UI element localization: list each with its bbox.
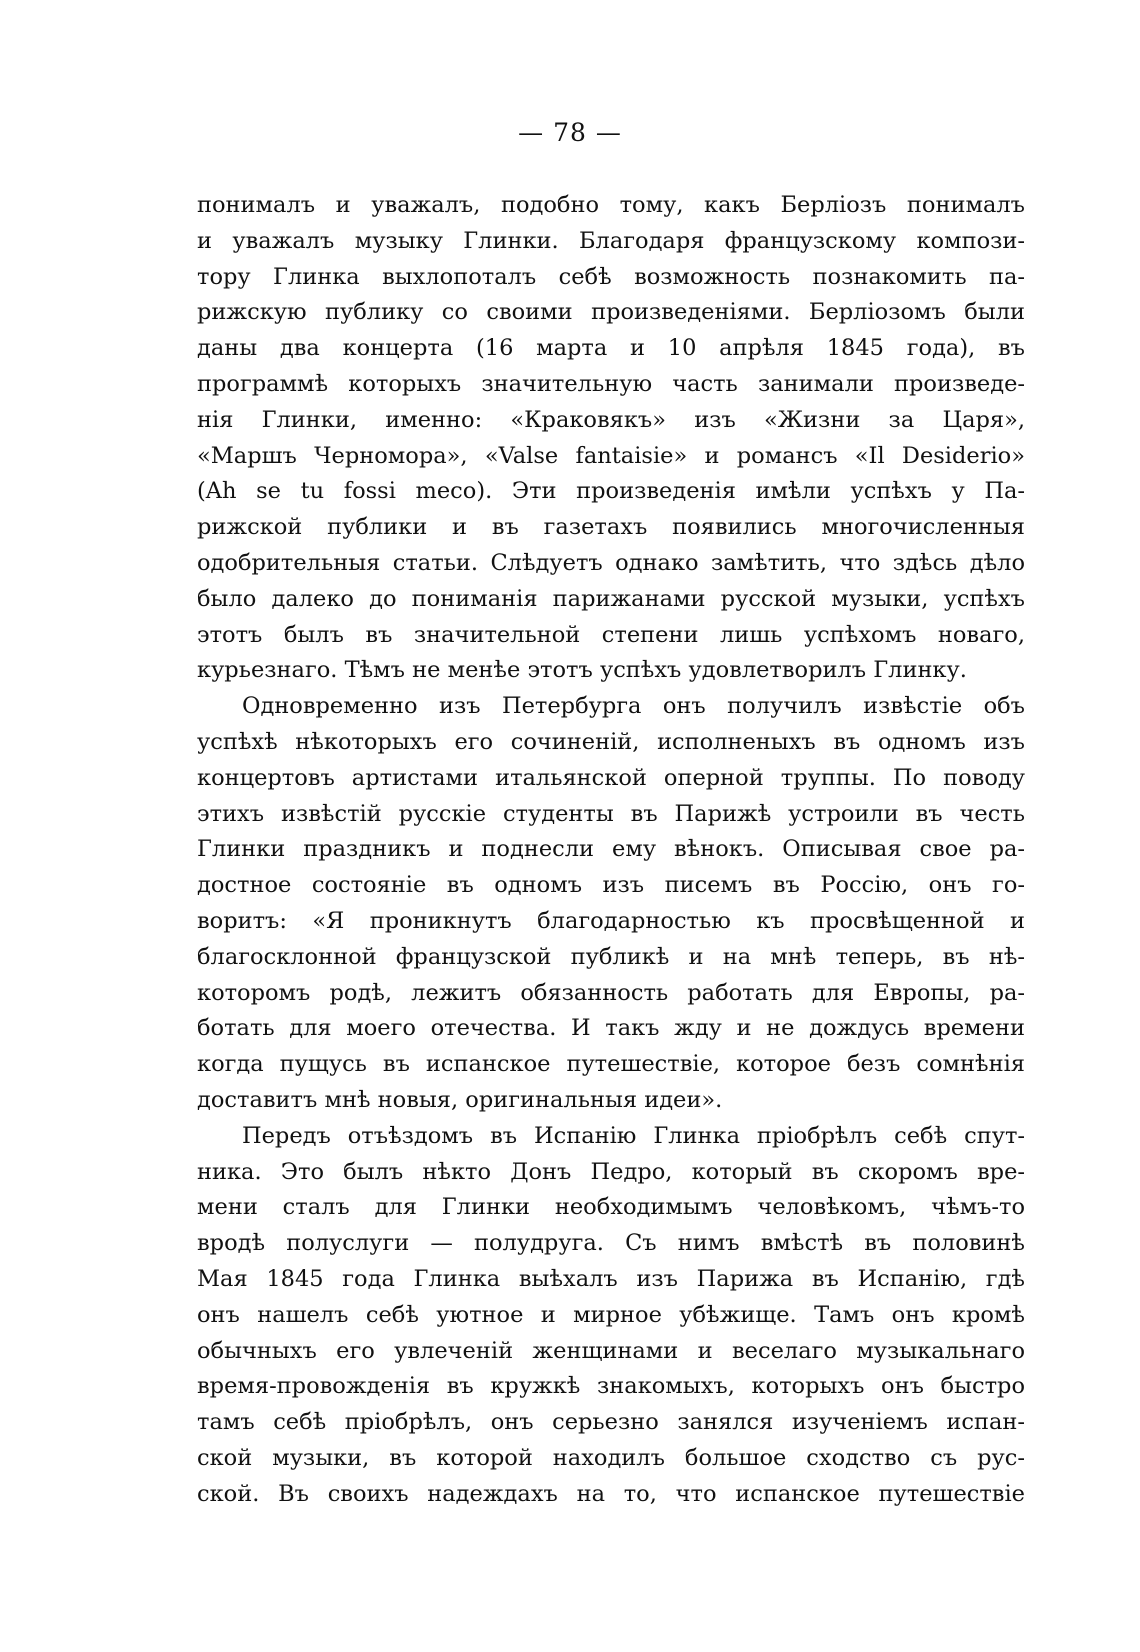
text-line: Передъ отъѣздомъ въ Испанію Глинка пріобрѣлъ себѣ спут- <box>242 1122 1025 1149</box>
page-number: — 78 — <box>518 118 622 147</box>
text-line: курьезнаго. Тѣмъ не менѣе этотъ успѣхъ удовлетворилъ Глинку. <box>197 657 967 684</box>
text-line: Глинки праздникъ и поднесли ему вѣнокъ. Описывая свое ра- <box>197 836 1025 863</box>
text-line: благосклонной французской публикѣ и на мнѣ теперь, въ нѣ- <box>197 943 1025 970</box>
text-line: этихъ извѣстій русскіе студенты въ Парижѣ устроили въ честь <box>197 800 1025 827</box>
text-line: и уважалъ музыку Глинки. Благодаря французскому компози- <box>197 227 1025 254</box>
text-line: мени сталъ для Глинки необходимымъ человѣкомъ, чѣмъ-то <box>197 1194 1025 1221</box>
text-line: доставитъ мнѣ новыя, оригинальныя идеи». <box>197 1086 723 1113</box>
text-line: программѣ которыхъ значительную часть занимали произведе- <box>197 370 1025 397</box>
text-line: тору Глинка выхлопоталъ себѣ возможность познакомить па- <box>197 263 1025 290</box>
text-line: было далеко до пониманія парижанами русской музыки, успѣхъ <box>197 585 1025 612</box>
text-line: рижской публики и въ газетахъ появились многочисленныя <box>197 514 1025 541</box>
text-line: достное состояніе въ одномъ изъ писемъ въ Россію, онъ го- <box>197 872 1025 899</box>
text-line: концертовъ артистами итальянской оперной труппы. По поводу <box>197 764 1025 791</box>
text-line: ботать для моего отечества. И такъ жду и не дождусь времени <box>197 1015 1025 1042</box>
text-line: Одновременно изъ Петербурга онъ получилъ извѣстіе объ <box>242 693 1025 720</box>
text-line: «Маршъ Черномора», «Valse fantaisie» и романсъ «Il Desiderio» <box>197 442 1025 469</box>
text-line: время-провожденія въ кружкѣ знакомыхъ, которыхъ онъ быстро <box>197 1373 1025 1400</box>
text-line: даны два концерта (16 марта и 10 апрѣля 1845 года), въ <box>197 335 1025 362</box>
text-line: когда пущусь въ испанское путешествіе, которое безъ сомнѣнія <box>197 1051 1025 1078</box>
text-line: нія Глинки, именно: «Краковякъ» изъ «Жизни за Царя», <box>197 406 1025 433</box>
body-text <box>197 188 1025 1512</box>
text-line: ника. Это былъ нѣкто Донъ Педро, который въ скоромъ вре- <box>197 1158 1025 1185</box>
text-line: Мая 1845 года Глинка выѣхалъ изъ Парижа въ Испанію, гдѣ <box>197 1265 1025 1292</box>
text-line: этотъ былъ въ значительной степени лишь успѣхомъ новаго, <box>197 621 1025 648</box>
text-line: которомъ родѣ, лежитъ обязанность работать для Европы, ра- <box>197 979 1025 1006</box>
text-line: вродѣ полуслуги — полудруга. Съ нимъ вмѣстѣ въ половинѣ <box>197 1230 1025 1257</box>
text-line: понималъ и уважалъ, подобно тому, какъ Берліозъ понималъ <box>197 192 1025 218</box>
text-line: ской. Въ своихъ надеждахъ на то, что испанское путешествіе <box>197 1480 1025 1507</box>
text-line: одобрительныя статьи. Слѣдуетъ однако замѣтить, что здѣсь дѣло <box>197 549 1025 576</box>
text-line: обычныхъ его увлеченій женщинами и веселаго музыкальнаго <box>197 1337 1025 1364</box>
text-line: ской музыки, въ которой находилъ большое сходство съ рус- <box>197 1444 1025 1471</box>
text-line: воритъ: «Я проникнутъ благодарностью къ просвѣщенной и <box>197 907 1025 934</box>
text-line: онъ нашелъ себѣ уютное и мирное убѣжище. Тамъ онъ кромѣ <box>197 1301 1025 1328</box>
text-line: (Ah se tu fossi meco). Эти произведенія имѣли успѣхъ у Па- <box>197 478 1025 505</box>
text-line: успѣхѣ нѣкоторыхъ его сочиненій, исполненыхъ въ одномъ изъ <box>197 728 1025 755</box>
text-line: рижскую публику со своими произведеніями. Берліозомъ были <box>197 299 1025 326</box>
text-line: тамъ себѣ пріобрѣлъ, онъ серьезно занялся изученіемъ испан- <box>197 1409 1025 1436</box>
